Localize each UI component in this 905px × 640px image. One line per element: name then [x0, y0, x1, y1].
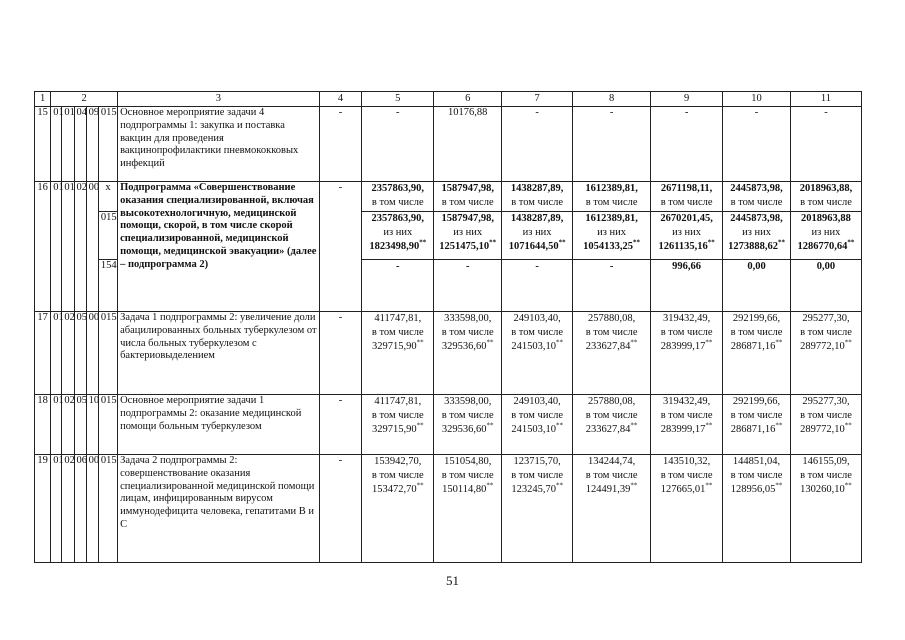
value-cell: -: [319, 182, 362, 312]
value-cell: 143510,32, в том числе 127665,01**: [651, 455, 723, 563]
header-cell: 11: [790, 92, 861, 107]
row-number: 16: [35, 182, 51, 312]
row-number: 18: [35, 395, 51, 455]
value-cell: 2357863,90, из них 1823498,90**: [362, 212, 434, 260]
value-cell: 249103,40, в том числе 241503,10**: [502, 395, 573, 455]
value-cell: 411747,81, в том числе 329715,90**: [362, 395, 434, 455]
code-cell: 015: [98, 107, 117, 182]
value-cell: -: [723, 107, 791, 182]
value-cell: 151054,80, в том числе 150114,80**: [434, 455, 502, 563]
code-cell: 00: [86, 455, 98, 563]
activity-name: Задача 2 подпрограммы 2: совершенствование оказания специализированной медицинской помощи лицам, инфицированным вирусом иммунодефицита человека, гепатитами В и С: [118, 455, 320, 563]
header-cell: 8: [573, 92, 651, 107]
value-cell: -: [434, 260, 502, 312]
value-cell: 2357863,90, в том числе: [362, 182, 434, 212]
value-cell: -: [319, 395, 362, 455]
table-row: [35, 312, 862, 395]
row-number: 19: [35, 455, 51, 563]
code-cell: 00: [86, 182, 98, 312]
value-cell: 153942,70, в том числе 153472,70**: [362, 455, 434, 563]
header-cell: 10: [723, 92, 791, 107]
row-number: 17: [35, 312, 51, 395]
value-cell: 134244,74, в том числе 124491,39**: [573, 455, 651, 563]
grbs-code: 015: [98, 212, 117, 260]
table-row: [35, 395, 862, 455]
header-cell: 9: [651, 92, 723, 107]
value-cell: 0,00: [723, 260, 791, 312]
code-cell: 01: [62, 107, 74, 182]
value-cell: 295277,30, в том числе 289772,10**: [790, 312, 861, 395]
value-cell: 2670201,45, из них 1261135,16**: [651, 212, 723, 260]
value-cell: 292199,66, в том числе 286871,16**: [723, 395, 791, 455]
value-cell: 1587947,98, из них 1251475,10**: [434, 212, 502, 260]
value-cell: 2445873,98, в том числе: [723, 182, 791, 212]
code-cell: 00: [86, 312, 98, 395]
value-cell: -: [319, 107, 362, 182]
header-cell: 3: [118, 92, 320, 107]
value-cell: -: [790, 107, 861, 182]
value-cell: 333598,00, в том числе 329536,60**: [434, 395, 502, 455]
code-cell: 04: [74, 107, 86, 182]
value-cell: -: [362, 107, 434, 182]
value-cell: 1612389,81, в том числе: [573, 182, 651, 212]
value-cell: -: [502, 107, 573, 182]
value-cell: 257880,08, в том числе 233627,84**: [573, 395, 651, 455]
grbs-code: х: [98, 182, 117, 212]
value-cell: 319432,49, в том числе 283999,17**: [651, 395, 723, 455]
value-cell: 411747,81, в том числе 329715,90**: [362, 312, 434, 395]
row-number: 15: [35, 107, 51, 182]
header-cell: 7: [502, 92, 573, 107]
code-cell: 05: [74, 312, 86, 395]
header-cell: 1: [35, 92, 51, 107]
subprogram-name: Подпрограмма «Совершенствование оказания специализированной, включая высокотехнологичную, медицинской помощи, скорой, в том числе скорой специализированной, медицинской помощи, медицинской эвакуации» (далее – подпрограмма 2): [118, 182, 320, 312]
value-cell: 1438287,89, из них 1071644,50**: [502, 212, 573, 260]
value-cell: 2018963,88, в том числе: [790, 182, 861, 212]
header-cell: 2: [51, 92, 118, 107]
value-cell: 144851,04, в том числе 128956,05**: [723, 455, 791, 563]
value-cell: 996,66: [651, 260, 723, 312]
code-cell: 02: [62, 395, 74, 455]
code-cell: 01: [51, 395, 62, 455]
code-cell: 06: [74, 455, 86, 563]
code-cell: 01: [51, 312, 62, 395]
value-cell: 333598,00, в том числе 329536,60**: [434, 312, 502, 395]
value-cell: 1587947,98, в том числе: [434, 182, 502, 212]
table-row: [35, 182, 862, 212]
header-cell: 4: [319, 92, 362, 107]
code-cell: 10: [86, 395, 98, 455]
value-cell: 1438287,89, в том числе: [502, 182, 573, 212]
value-cell: -: [319, 455, 362, 563]
value-cell: -: [573, 107, 651, 182]
table-row: [35, 107, 862, 182]
code-cell: 015: [98, 455, 117, 563]
code-cell: 01: [62, 182, 74, 312]
value-cell: 257880,08, в том числе 233627,84**: [573, 312, 651, 395]
value-cell: 295277,30, в том числе 289772,10**: [790, 395, 861, 455]
code-cell: 01: [51, 182, 62, 312]
value-cell: 249103,40, в том числе 241503,10**: [502, 312, 573, 395]
code-cell: 02: [62, 312, 74, 395]
code-cell: 02: [74, 182, 86, 312]
activity-name: Основное мероприятие задачи 1 подпрограммы 2: оказание медицинской помощи больным туберкулезом: [118, 395, 320, 455]
value-cell: 146155,09, в том числе 130260,10**: [790, 455, 861, 563]
value-cell: 2445873,98, из них 1273888,62**: [723, 212, 791, 260]
code-cell: 01: [51, 455, 62, 563]
table-row: [35, 455, 862, 563]
header-cell: 6: [434, 92, 502, 107]
value-cell: -: [573, 260, 651, 312]
value-cell: 1612389,81, из них 1054133,25**: [573, 212, 651, 260]
code-cell: 09: [86, 107, 98, 182]
code-cell: 02: [62, 455, 74, 563]
value-cell: -: [502, 260, 573, 312]
value-cell: 123715,70, в том числе 123245,70**: [502, 455, 573, 563]
value-cell: 292199,66, в том числе 286871,16**: [723, 312, 791, 395]
value-cell: 319432,49, в том числе 283999,17**: [651, 312, 723, 395]
activity-name: Основное мероприятие задачи 4 подпрограммы 1: закупка и поставка вакцин для проведения вакцинопрофилактики пневмококковых инфекций: [118, 107, 320, 182]
value-cell: 2671198,11, в том числе: [651, 182, 723, 212]
code-cell: 015: [98, 312, 117, 395]
header-row: [35, 92, 862, 107]
header-cell: 5: [362, 92, 434, 107]
value-cell: 10176,88: [434, 107, 502, 182]
activity-name: Задача 1 подпрограммы 2: увеличение доли абацилированных больных туберкулезом от числа больных туберкулезом с бактериовыделением: [118, 312, 320, 395]
value-cell: -: [362, 260, 434, 312]
value-cell: 2018963,88 из них 1286770,64**: [790, 212, 861, 260]
code-cell: 05: [74, 395, 86, 455]
grbs-code: 154: [98, 260, 117, 312]
value-cell: -: [319, 312, 362, 395]
value-cell: -: [651, 107, 723, 182]
program-table: [34, 91, 862, 563]
code-cell: 01: [51, 107, 62, 182]
page-number: 51: [446, 573, 459, 588]
value-cell: 0,00: [790, 260, 861, 312]
code-cell: 015: [98, 395, 117, 455]
